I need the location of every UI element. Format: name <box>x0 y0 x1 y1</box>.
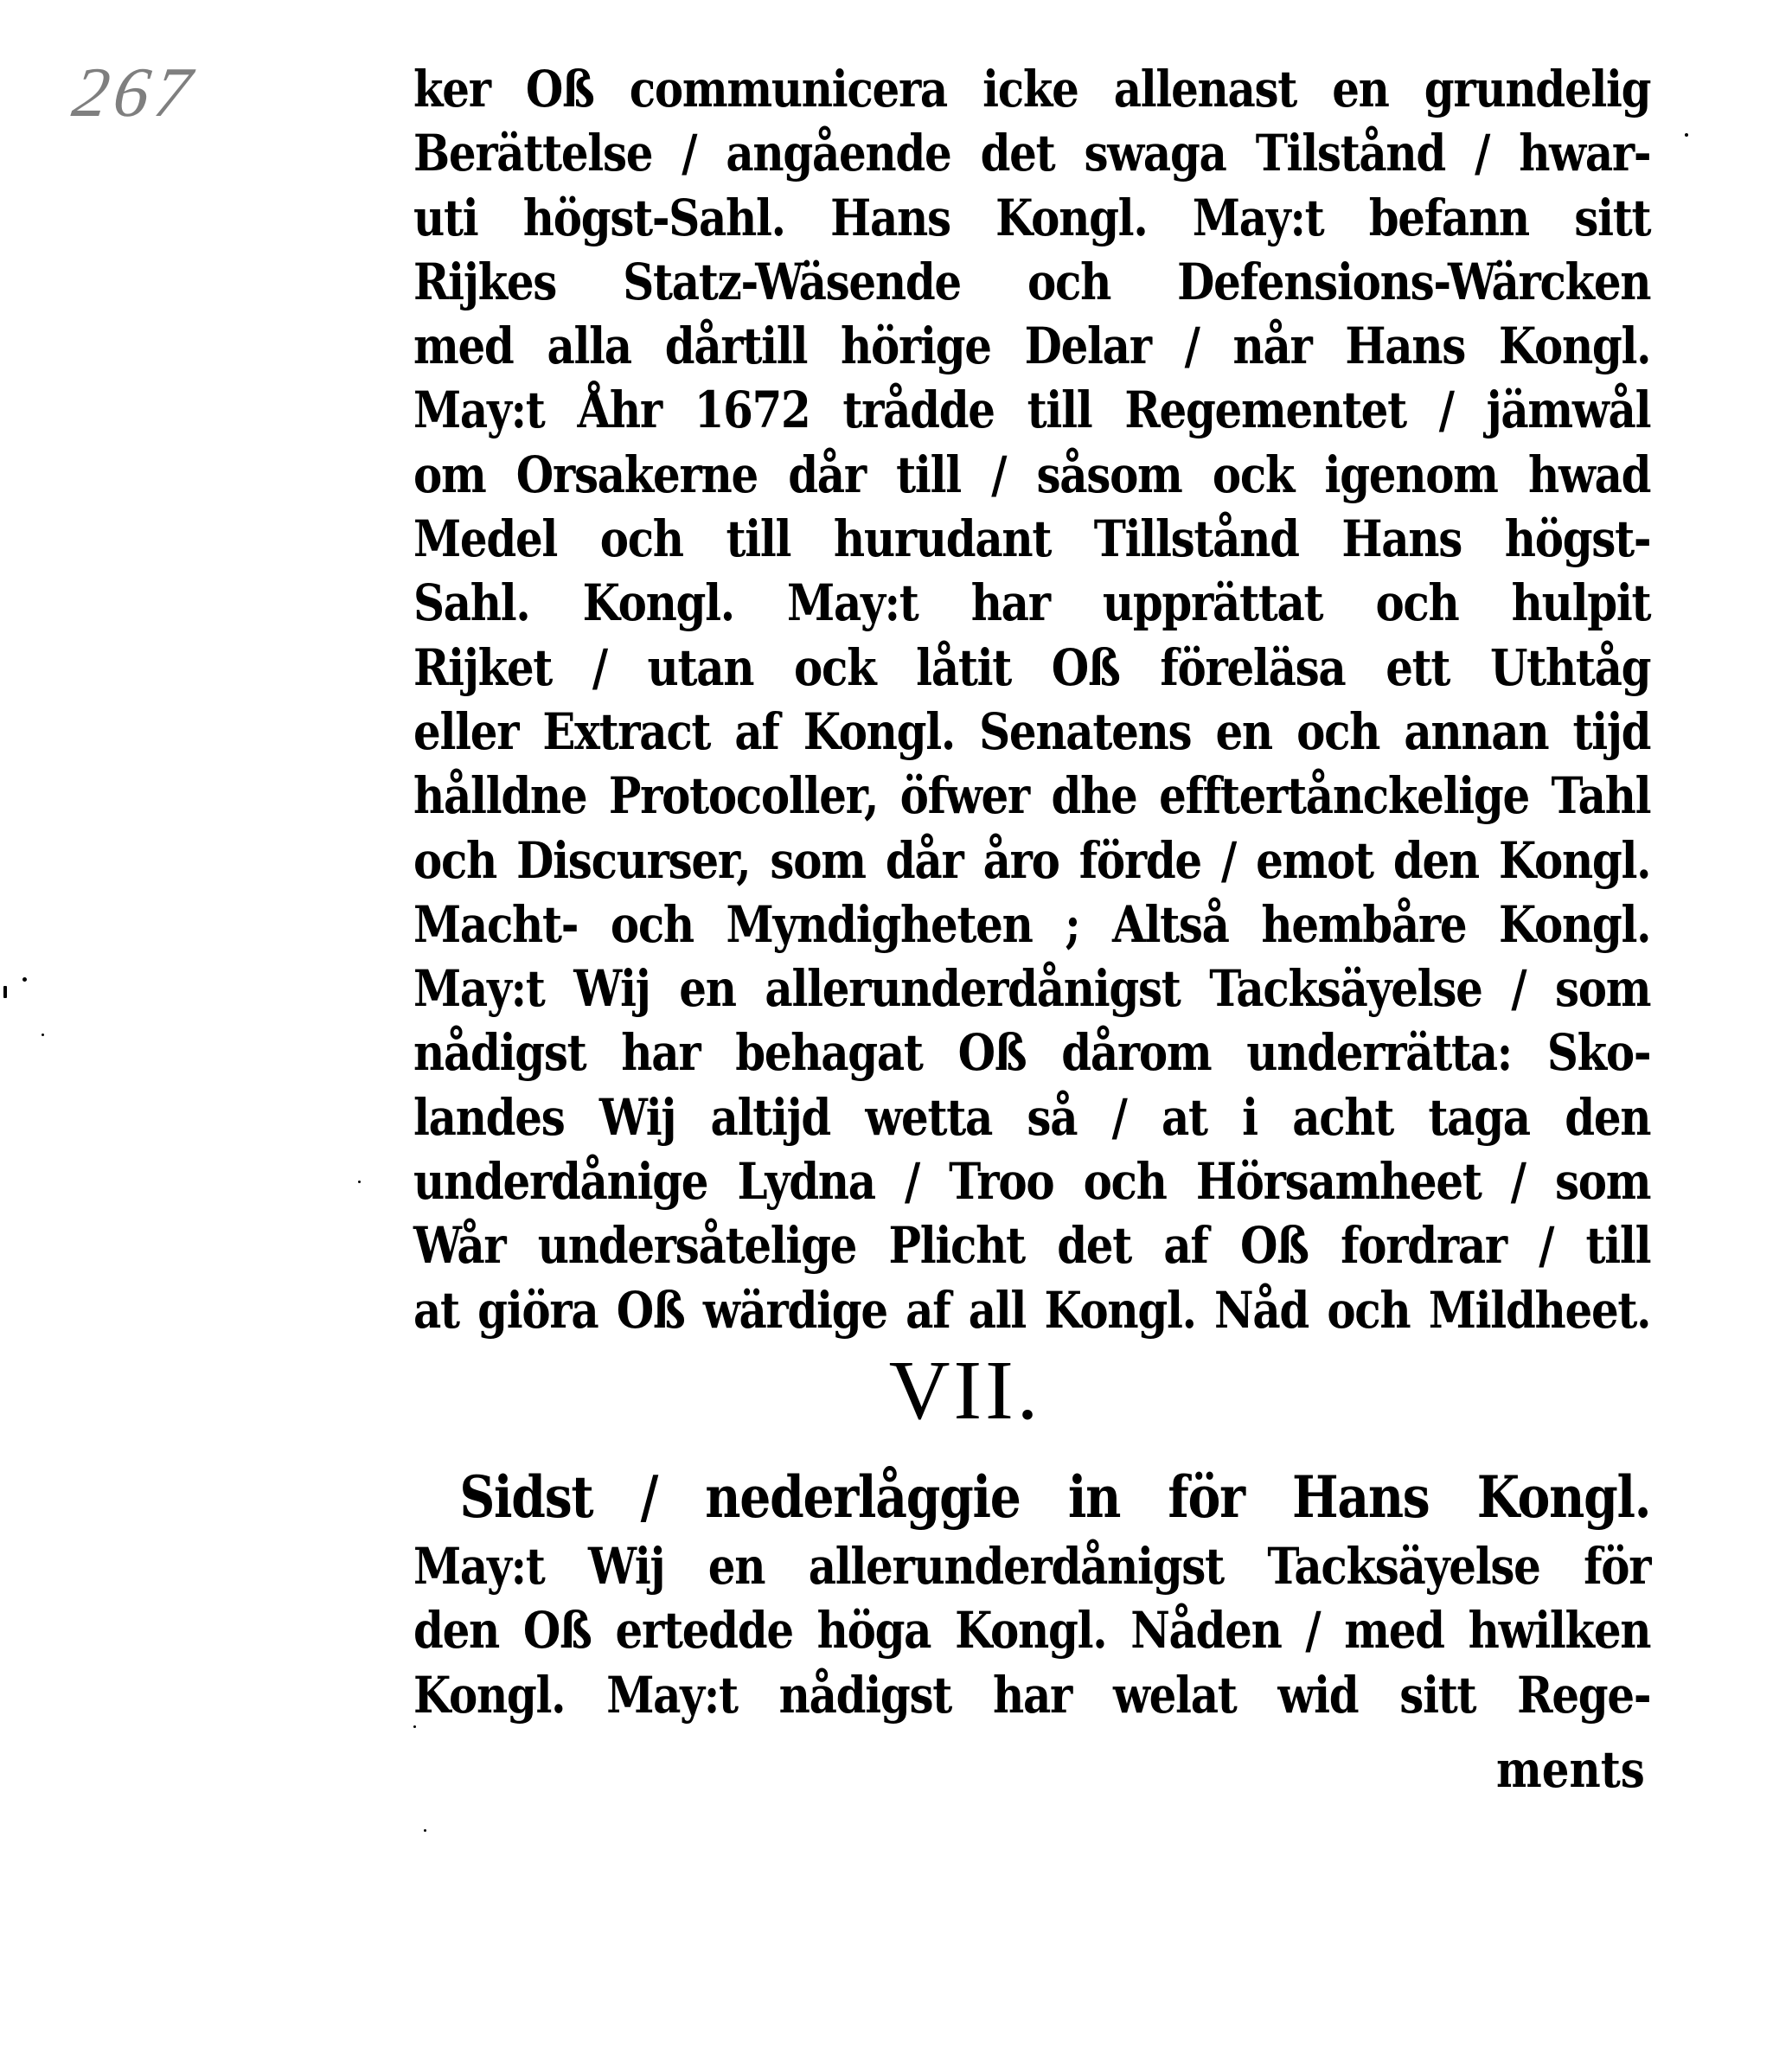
text-line: May:t Åhr 1672 trådde till Regementet / jämwål <box>413 381 1651 440</box>
scan-speck <box>1685 133 1688 137</box>
text-line: at giöra Oß wärdige af all Kongl. Nåd och Mildheet. <box>413 1280 1651 1340</box>
text-line: hålldne Protocoller, öfwer dhe efftertånckelige Tahl <box>413 766 1651 826</box>
section-body <box>413 1460 1650 1727</box>
text-line: nådigst har behagat Oß dårom underrätta: Sko- <box>413 1023 1651 1083</box>
text-line: den Oß ertedde höga Kongl. Nåden / med hwilken <box>413 1601 1651 1661</box>
handwritten-page-number: 267 <box>67 53 202 131</box>
text-line: May:t Wij en allerunderdånigst Tacksäyelse / som <box>413 959 1651 1019</box>
catchword: ments <box>1496 1740 1645 1799</box>
text-line: med alla dårtill hörige Delar / når Hans Kongl. <box>413 317 1651 376</box>
scan-speck <box>22 977 27 982</box>
text-line: Rijkes Statz-Wäsende och Defensions-Wärcken <box>413 252 1651 311</box>
text-line: ker Oß communicera icke allenast en grundelig <box>413 60 1651 118</box>
text-line: om Orsakerne dår till / såsom ock igenom hwad <box>413 445 1651 504</box>
text-line: Rijket / utan ock låtit Oß föreläsa ett Uthtåg <box>413 637 1651 697</box>
text-line: Wår undersåtelige Plicht det af Oß fordrar / till <box>413 1216 1651 1276</box>
text-line: Sahl. Kongl. May:t har upprättat och hulpit <box>413 573 1651 633</box>
scan-speck <box>358 1181 361 1183</box>
scan-speck <box>413 1725 416 1728</box>
paragraph-body <box>413 57 1650 1342</box>
text-line: uti högst-Sahl. Hans Kongl. May:t befann sitt <box>413 188 1651 247</box>
section-opening-line: Sidst / nederlåggie in för Hans Kongl. <box>459 1463 1651 1531</box>
text-line: Kongl. May:t nådigst har welat wid sitt Rege- <box>413 1665 1651 1725</box>
text-line: Medel och till hurudant Tillstånd Hans högst- <box>413 509 1651 569</box>
section-heading-number: VII. <box>888 1344 1042 1437</box>
text-line: underdånige Lydna / Troo och Hörsamheet / som <box>413 1152 1651 1212</box>
scan-speck <box>42 1034 44 1036</box>
text-line: eller Extract af Kongl. Senatens en och annan tijd <box>413 701 1651 761</box>
text-line: Macht- och Myndigheten ; Altså hembåre Kongl. <box>413 894 1651 954</box>
scan-speck <box>3 986 7 998</box>
text-line: May:t Wij en allerunderdånigst Tacksäyelse för <box>413 1537 1651 1596</box>
scan-speck <box>424 1829 426 1832</box>
text-line: landes Wij altijd wetta så / at i acht taga den <box>413 1087 1651 1147</box>
text-line: Berättelse / angående det swaga Tilstånd / hwar- <box>413 124 1651 183</box>
text-line: och Discurser, som dår åro förde / emot den Kongl. <box>413 830 1651 890</box>
